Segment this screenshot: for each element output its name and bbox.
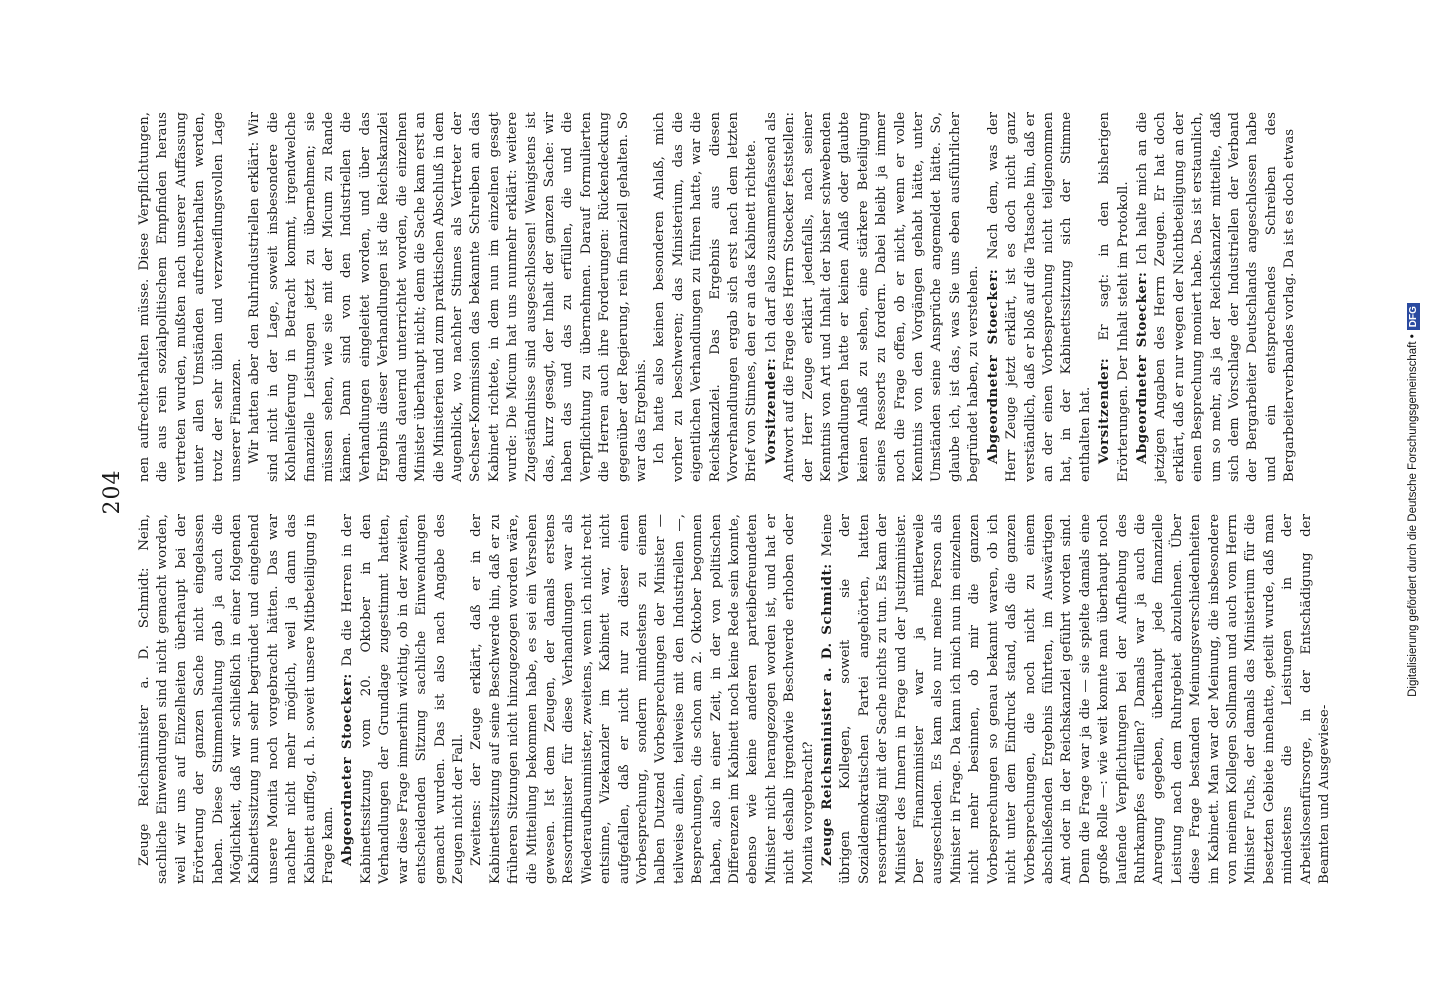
paragraph bbox=[818, 514, 1334, 884]
dfg-logo: DFG bbox=[1407, 303, 1420, 330]
left-column bbox=[136, 514, 1334, 884]
paragraph-text: Zweitens: der Zeuge erklärt, daß er in der Kabinettssitzung auf seine Beschwerde hin, daß er zu früheren Sitzungen nicht hinzugezogen worden wäre, die Mitteilung bekommen habe, es sei ein Versehen gewesen. Ist dem Zeugen, der damals erstens Ressortminister für diese Verhandlungen war als Wiederaufbauminister, zweitens, wenn ich nicht recht entsinne, Vizekanzler im Kabinett war, nicht aufgefallen, daß er nicht nur zu dieser einen Vorbesprechung, sondern mindestens zu einem halben Dutzend Vorbesprechungen der Minister — teilweise allein, teilweise mit den Industriellen —, Besprechungen, die schon am 2. Oktober begonnen haben, also in einer Zeit, in der von politischen Differenzen im Kabinett noch keine Rede sein konnte, ebenso wie keine anderen parteibefreundeten Minister nicht herangezogen worden ist, und hat er nicht deshalb irgendwie Beschwerde erhoben oder Monita vorgebracht? bbox=[469, 514, 816, 884]
right-column bbox=[136, 112, 1300, 482]
paragraph-text: Er sagt: in den bisherigen Erörterungen. Der Inhalt steht im Protokoll. bbox=[1097, 112, 1131, 482]
paragraph-text: Ich halte mich an die jetzigen Angaben des Herrn Zeugen. Er hat doch erklärt, daß er nur wegen der Nichtbeteiligung an der einen Besprechung moniert habe. Das ist erstaunlich, um so mehr, als ja der Reichskanzler mitteilte, daß sich dem Vorschlage der Industriellen der Verband der Bergarbeiter Deutschlands angeschlossen habe und ein entsprechendes Schreiben des Bergarbeiterverbandes vorlag. Da ist es doch etwas bbox=[1134, 112, 1298, 482]
speaker-label: Vorsitzender: bbox=[762, 357, 779, 464]
speaker-label: Zeuge Reichsminister a. D. Schmidt: bbox=[819, 563, 836, 866]
paragraph-text: nen aufrechterhalten müsse. Diese Verpflichtungen, die aus rein sozialpolitischem Empfinden heraus vertreten wurden, mußten nach unserer Auffassung unter allen Umständen aufrechterhalten werden, trotz der sehr üblen und verzweiflungsvollen Lage unserer Finanzen. bbox=[137, 112, 245, 482]
document-page bbox=[100, 82, 1332, 902]
paragraph bbox=[338, 514, 468, 884]
paragraph-text: Da die Herren in der Kabinettssitzung vom 20. Oktober in den Verhandlungen der Grundlage zugestimmt hatten, war diese Frage immerhin wichtig, ob in der zweiten, entscheidenden Sitzung sachliche Einwendungen gemacht wurden. Das ist also nach Angabe des Zeugen nicht der Fall. bbox=[340, 514, 466, 884]
digitization-footer bbox=[1398, 10, 1428, 990]
footer-credit: Digitalisierung gefördert durch die Deutsche Forschungsgemeinschaft • bbox=[1407, 334, 1419, 697]
paragraph bbox=[651, 112, 761, 482]
paragraph bbox=[136, 112, 246, 482]
speaker-label: Abgeordneter Stoecker: bbox=[984, 268, 1001, 464]
paragraph-text: Wir hatten aber den Ruhrindustriellen erklärt: Wir sind nicht in der Lage, soweit insbesondere die Kohlenlieferung in Betracht kommt, irgendwelche finanzielle Leistungen jetzt zu übernehmen; sie müssen sehen, wie sie mit der Micum zu Rande kämen. Dann sind von den Industriellen die Verhandlungen eingeleitet worden, und über das Ergebnis dieser Verhandlungen ist die Reichskanzlei damals dauernd unterrichtet worden, die einzelnen Minister überhaupt nicht; denn die Sache kam erst an die Ministerien und zum praktischen Abschluß in dem Augenblick, wo nachher Stinnes als Vertreter der Sechser-Kommission das bekannte Schreiben an das Kabinett richtete, in dem nun im einzelnen gesagt wurde: Die Micum hat uns nunmehr erklärt: weitere Zugeständnisse sind ausgeschlossen! Wenigstens ist das, kurz gesagt, der Inhalt der ganzen Sache: wir haben das und das zu erfüllen, die und die Verpflichtung zu übernehmen. Darauf formulierten die Herren auch ihre Forderungen: Rückendeckung gegenüber der Regierung, rein finanziell gehalten. So war das Ergebnis. bbox=[247, 112, 649, 482]
paragraph-text: Zeuge Reichsminister a. D. Schmidt: Nein, sachliche Einwendungen sind nicht gemacht worden, weil wir uns auf Einzelheiten überhaupt bei der Erörterung der ganzen Sache nicht eingelassen haben. Diese Stimmenhaltung gab ja auch die Möglichkeit, daß wir schließlich in einer folgenden Kabinettssitzung nun sehr begründet und eingehend unsere Monita noch vorgebracht hätten. Das war nachher nicht mehr möglich, weil ja dann das Kabinett aufflog, d. h. soweit unsere Mitbeteiligung in Frage kam. bbox=[137, 514, 337, 884]
speaker-label: Abgeordneter Stoecker: bbox=[339, 673, 356, 866]
page-number: 204 bbox=[100, 469, 125, 515]
speaker-label: Vorsitzender: bbox=[1096, 357, 1113, 464]
speaker-label: Abgeordneter Stoecker: bbox=[1133, 271, 1150, 464]
paragraph-text: Ich darf also zusammenfassend als Antwort auf die Frage des Herrn Stoecker feststellen: der Herr Zeuge erklärt jedenfalls, nach seiner Kenntnis von Art und Inhalt der bisher schwebenden Verhandlungen hatte er keinen Anlaß oder glaubte keinen Anlaß zu sehen, eine stärkere Beteiligung seines Ressorts zu fordern. Dabei bleibt ja immer noch die Frage offen, ob er nicht, wenn er volle Kenntnis von den Vorgängen gehabt hätte, unter Umständen seine Ansprüche angemeldet hätte. So, glaube ich, ist das, was Sie uns eben ausführlicher begründet haben, zu verstehen. bbox=[763, 112, 982, 482]
paragraph bbox=[984, 112, 1095, 482]
paragraph bbox=[246, 112, 651, 482]
paragraph-text: Nach dem, was der Herr Zeuge jetzt erklärt, ist es doch nicht ganz verständlich, daß er bloß auf die Tatsache hin, daß er an der einen Vorbesprechung nicht teilgenommen hat, in der Kabinettssitzung sich der Stimme enthalten hat. bbox=[985, 112, 1093, 482]
paragraph bbox=[762, 112, 984, 482]
paragraph bbox=[1133, 112, 1300, 482]
paragraph bbox=[136, 514, 338, 884]
paragraph-text: Meine übrigen Kollegen, soweit sie der Sozialdemokratischen Partei angehörten, hatten ressortmäßig mit der Sache nichts zu tun. Es kam der Minister des Innern in Frage und der Justizminister. Der Finanzminister war ja mittlerweile ausgeschieden. Es kam also nur meine Person als Minister in Frage. Da kann ich mich nun im einzelnen nicht mehr besinnen, ob mir die ganzen Vorbesprechungen so genau bekannt waren, ob ich nicht unter dem Eindruck stand, daß die ganzen Vorbesprechungen, die noch nicht zu einem abschließenden Ergebnis führten, im Auswärtigen Amt oder in der Reichskanzlei geführt worden sind. Denn die Frage war ja die — sie spielte damals eine große Rolle —: wie weit konnte man überhaupt noch laufende Verpflichtungen bei der Aufhebung des Ruhrkampfes erfüllen? Damals war ja auch die Anregung gegeben, überhaupt jede finanzielle Leistung nach dem Ruhrgebiet abzulehnen. Über diese Frage bestanden Meinungsverschiedenheiten im Kabinett. Man war der Meinung, die insbesondere von meinem Kollegen Sollmann und auch vom Herrn Minister Fuchs, der damals das Ministerium für die besetzten Gebiete innehatte, geteilt wurde, daß man mindestens die Leistungen in der Arbeitslosenfürsorge, in der Entschädigung der Beamten und Ausgewiese- bbox=[820, 514, 1332, 884]
paragraph bbox=[1095, 112, 1133, 482]
paragraph bbox=[468, 514, 818, 884]
footer-text-line bbox=[1398, 10, 1428, 990]
paragraph-text: Ich hatte also keinen besonderen Anlaß, mich vorher zu beschweren; das Ministerium, das die eigentlichen Verhandlungen zu führen hatte, war die Reichskanzlei. Das Ergebnis aus diesen Vorverhandlungen ergab sich erst nach dem letzten Brief von Stinnes, den er an das Kabinett richtete. bbox=[652, 112, 760, 482]
